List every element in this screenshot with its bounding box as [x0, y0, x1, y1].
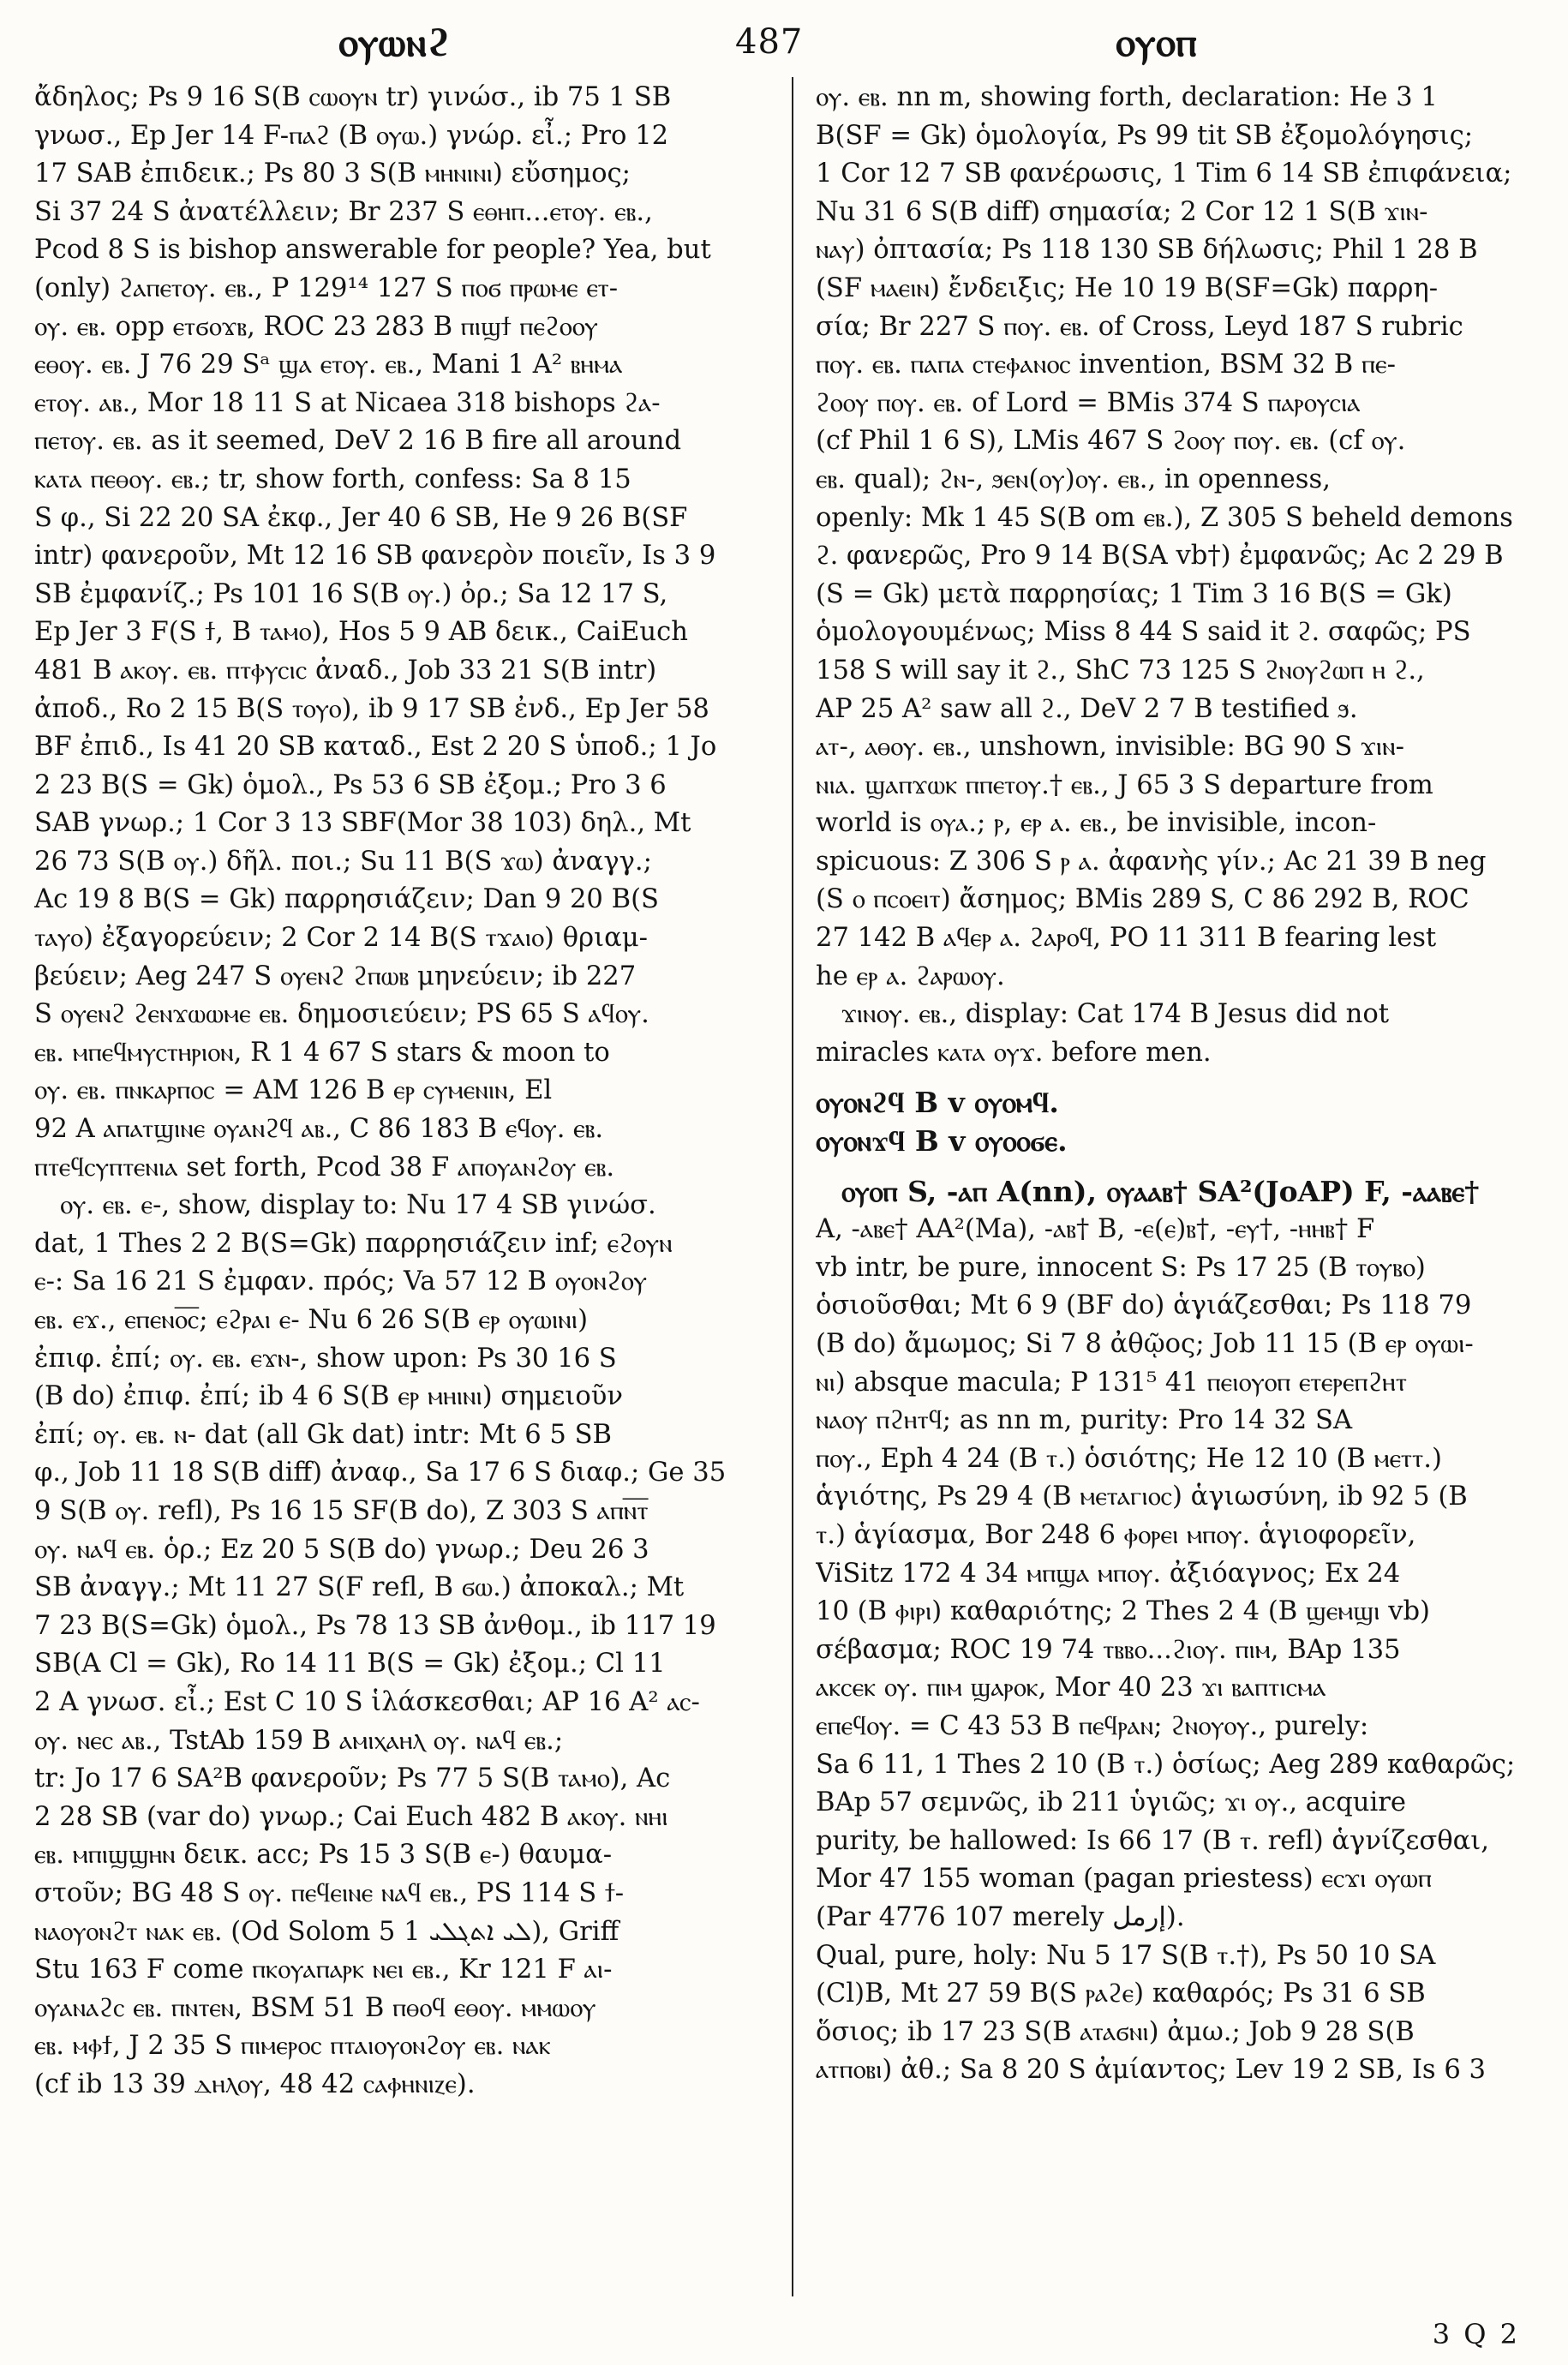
right-column-line: ⲛⲁⲟⲩ ⲡϩⲏⲧϥ; as nn m, purity: Pro 14 32 SA	[816, 1405, 1353, 1436]
right-column-line: ὁσιοῦσθαι; Mt 6 9 (BF do) ἁγιάζεσθαι; Ps 118 79	[816, 1290, 1472, 1321]
right-column-line: B(SF = Gk) ὁμολογία, Ps 99 tit SB ἐξομολόγησις;	[816, 120, 1474, 151]
right-column-line: spicuous: Z 306 S ⲣ ⲁ. ἀφανὴς γίν.; Ac 21 39 B neg	[816, 846, 1487, 877]
right-column-line: ⲟⲩ. ⲉⲃ. nn m, showing forth, declaration: He 3 1	[816, 82, 1438, 112]
column-divider	[792, 77, 793, 2296]
left-column-line: 9 S(B ⲟⲩ. refl), Ps 16 15 SF(B do), Z 303 S ⲁⲡⲛ̅ⲧ̅	[34, 1495, 649, 1526]
left-column-line: ⲉⲃ. ⲙⲡⲓϣϣⲏⲛ δεικ. acc; Ps 15 3 S(B ⲉ-) θαυμα-	[34, 1840, 613, 1871]
right-column-line: 158 S will say it ϩ., ShC 73 125 S ϩⲛⲟⲩϩⲱⲡ ⲏ ϩ.,	[816, 655, 1425, 686]
left-column-line: SB ἀναγγ.; Mt 11 27 S(F refl, B ϭⲱ.) ἀποκαλ.; Mt	[34, 1572, 685, 1603]
running-head-left: ⲟⲩⲱⲛϩ	[338, 19, 452, 65]
right-column-line: 27 142 B ⲁϥⲉⲣ ⲁ. ϩⲁⲣⲟϥ, PO 11 311 B fearing lest	[816, 923, 1437, 954]
right-column-line: vb intr, be pure, innocent S: Ps 17 25 (B ⲧⲟⲩⲃⲟ)	[816, 1252, 1426, 1283]
right-column-line: ἁγιότης, Ps 29 4 (B ⲙⲉⲧⲁⲅⲓⲟⲥ) ἁγιωσύνη, ib 92 5 (B	[816, 1482, 1468, 1512]
right-column-line: ⲛⲓ) absque macula; P 131⁵ 41 ⲡⲉⲓⲟⲩⲟⲡ ⲉⲧⲉⲣⲉⲡϩⲏⲧ	[816, 1367, 1407, 1398]
left-column-line: Ep Jer 3 F(S ϯ, B ⲧⲁⲙⲟ), Hos 5 9 AB δεικ., CaiEuch	[34, 617, 688, 648]
right-column-line: miracles ⲕⲁⲧⲁ ⲟⲩϫ. before men.	[816, 1037, 1212, 1068]
right-column-line: ⲡⲟⲩ., Eph 4 24 (B ⲧ.) ὁσιότης; He 12 10 (B ⲙⲉⲧⲧ.)	[816, 1443, 1442, 1474]
right-column-line: ⲛⲁⲩ) ὀπτασία; Ps 118 130 SB δήλωσις; Phil 1 28 B	[816, 235, 1478, 266]
left-column-line: ⲉ-: Sa 16 21 S ἐμφαν. πρός; Va 57 12 B ⲟⲩⲟⲛϩⲟⲩ	[34, 1266, 648, 1297]
right-column-line: A, -ⲁⲃⲉ† AA²(Ma), -ⲁⲃ† B, -ⲉ(ⲉ)ⲃ†, -ⲉⲩ†, -ⲏⲏⲃ† F	[816, 1214, 1375, 1245]
left-column-line: (cf ib 13 39 ⲇⲏⲗⲟⲩ, 48 42 ⲥⲁⲫⲏⲛⲓⲍⲉ).	[34, 2069, 476, 2099]
right-column-line: (B do) ἄμωμος; Si 7 8 ἀθῷος; Job 11 15 (B ⲉⲣ ⲟⲩⲱⲓ-	[816, 1329, 1474, 1359]
right-column-line: ⲁⲧⲡⲟⲃⲓ) ἀθ.; Sa 8 20 S ἀμίαντος; Lev 19 2 SB, Is 6 3	[816, 2055, 1487, 2086]
right-column-line: Qual, pure, holy: Nu 5 17 S(B ⲧ.†), Ps 50 10 SA	[816, 1940, 1436, 1971]
signature-mark: 3 Q 2	[1432, 2318, 1520, 2350]
left-column-line: ⲟⲩ. ⲉⲃ. opp ⲉⲧϭⲟϫⲃ, ROC 23 283 B ⲡⲓϣϯ ⲡⲉϩⲟⲟⲩ	[34, 311, 598, 342]
right-column-line: σία; Br 227 S ⲡⲟⲩ. ⲉⲃ. of Cross, Leyd 187 S rubric	[816, 311, 1463, 342]
left-column-line: ἐπί; ⲟⲩ. ⲉⲃ. ⲛ- dat (all Gk dat) intr: Mt 6 5 SB	[34, 1419, 613, 1450]
left-column-line: BF ἐπιδ., Is 41 20 SB καταδ., Est 2 20 S ὑποδ.; 1 Jo	[34, 732, 717, 763]
left-column-line: intr) φανεροῦν, Mt 12 16 SB φανερὸν ποιεῖν, Is 3 9	[34, 541, 716, 572]
left-column-line: ⲉⲃ. ⲙⲡⲉϥⲙⲩⲥⲧⲏⲣⲓⲟⲛ, R 1 4 67 S stars & moon to	[34, 1037, 610, 1068]
left-column-line: 26 73 S(B ⲟⲩ.) δῆλ. ποι.; Su 11 B(S ϫⲱ) ἀναγγ.;	[34, 846, 652, 877]
left-column-line: ⲟⲩ. ⲉⲃ. ⲉ-, show, display to: Nu 17 4 SB γινώσ.	[60, 1190, 656, 1221]
right-column-line: σέβασμα; ROC 19 74 ⲧⲃⲃⲟ...ϩⲓⲟⲩ. ⲡⲓⲙ, BAp 135	[816, 1634, 1401, 1665]
left-column-line: 2 28 SB (var do) γνωρ.; Cai Euch 482 B ⲁⲕⲟⲩ. ⲛⲏⲓ	[34, 1801, 668, 1832]
left-column-line: ⲛⲁⲟⲩⲟⲛϩⲧ ⲛⲁⲕ ⲉⲃ. (Od Solom 5 1 ܠܝ ܐܬܓܠܝ), Griff	[34, 1916, 619, 1947]
left-column-line: ⲟⲩ. ⲛⲁϥ ⲉⲃ. ὁρ.; Ez 20 5 S(B do) γνωρ.; Deu 26 3	[34, 1534, 649, 1565]
left-column-line: ⲟⲩ. ⲉⲃ. ⲡⲛⲕⲁⲣⲡⲟⲥ = AM 126 B ⲉⲣ ⲥⲩⲙⲉⲛⲓⲛ, El	[34, 1075, 553, 1106]
left-column-line: ⲉⲃ. ⲙⲫϯ, J 2 35 S ⲡⲓⲙⲉⲣⲟⲥ ⲡⲧⲁⲓⲟⲩⲟⲛϩⲟⲩ ⲉⲃ. ⲛⲁⲕ	[34, 2031, 551, 2062]
left-column-line: ⲡⲉⲧⲟⲩ. ⲉⲃ. as it seemed, DeV 2 16 B fire all around	[34, 426, 682, 457]
right-column-line: Nu 31 6 S(B diff) σημασία; 2 Cor 12 1 S(B ϫⲓⲛ-	[816, 196, 1428, 227]
left-column-line: γνωσ., Ep Jer 14 F-ⲡⲁϩ (B ⲟⲩⲱ.) γνώρ. εἶ.; Pro 12	[34, 120, 669, 151]
left-column-line: ἀποδ., Ro 2 15 B(S ⲧⲟⲩⲟ), ib 9 17 SB ἐνδ., Ep Jer 58	[34, 693, 709, 724]
left-column-line: φ., Job 11 18 S(B diff) ἀναφ., Sa 17 6 S διαφ.; Ge 35	[34, 1458, 727, 1488]
left-column-line: 2 23 B(S = Gk) ὁμολ., Ps 53 6 SB ἐξομ.; Pro 3 6	[34, 769, 667, 800]
right-column-line: ⲧ.) ἁγίασμα, Bor 248 6 ⲫⲟⲣⲉⲓ ⲙⲡⲟⲩ. ἁγιοφορεῖν,	[816, 1519, 1416, 1550]
right-column-line: ⲁⲕⲥⲉⲕ ⲟⲩ. ⲡⲓⲙ ϣⲁⲣⲟⲕ, Mor 40 23 ϫⲓ ⲃⲁⲡⲧⲓⲥⲙⲁ	[816, 1673, 1326, 1703]
left-column-line: ⲕⲁⲧⲁ ⲡⲉⲑⲟⲩ. ⲉⲃ.; tr, show forth, confess: Sa 8 15	[34, 464, 631, 494]
left-column-line: ⲉⲃ. ⲉϫ., ⲉⲡⲉⲛⲟ̅ⲥ̅; ⲉϩⲣⲁⲓ ⲉ- Nu 6 26 S(B ⲉⲣ ⲟⲩⲱⲓⲛⲓ)	[34, 1305, 589, 1335]
left-column-line: ⲧⲁⲩⲟ) ἐξαγορεύειν; 2 Cor 2 14 B(S ⲧϫⲁⲓⲟ) θριαμ-	[34, 923, 648, 954]
left-column-line: ⲉⲑⲟⲩ. ⲉⲃ. J 76 29 Sᵃ ϣⲁ ⲉⲧⲟⲩ. ⲉⲃ., Mani 1 A² ⲃⲏⲙⲁ	[34, 350, 623, 380]
left-column-line: dat, 1 Thes 2 2 B(S=Gk) παρρησιάζειν inf; ⲉϩⲟⲩⲛ	[34, 1228, 673, 1259]
left-column-line: 92 A ⲁⲡⲁⲧϣⲓⲛⲉ ⲟⲩⲁⲛϩϥ ⲁⲃ., C 86 183 B ⲉϥⲟⲩ. ⲉⲃ.	[34, 1114, 604, 1145]
right-column-line: world is ⲟⲩⲁ.; ⲣ, ⲉⲣ ⲁ. ⲉⲃ., be invisible, incon-	[816, 808, 1377, 839]
right-column-line: ὅσιος; ib 17 23 S(B ⲁⲧⲁϭⲛⲓ) ἀμω.; Job 9 28 S(B	[816, 2016, 1415, 2047]
left-column-line: SB ἐμφανίζ.; Ps 101 16 S(B ⲟⲩ.) ὀρ.; Sa 12 17 S,	[34, 578, 668, 609]
left-column-line: (only) ϩⲁⲡⲉⲧⲟⲩ. ⲉⲃ., P 129¹⁴ 127 S ⲡⲟϭ ⲡⲣⲱⲙⲉ ⲉⲧ-	[34, 272, 619, 303]
left-column-line: 17 SAB ἐπιδεικ.; Ps 80 3 S(B ⲙⲏⲛⲓⲛⲓ) εὔσημος;	[34, 159, 631, 189]
right-column-line: ϫⲓⲛⲟⲩ. ⲉⲃ., display: Cat 174 B Jesus did not	[841, 999, 1390, 1030]
left-column-line: στοῦν; BG 48 S ⲟⲩ. ⲡⲉϥⲉⲓⲛⲉ ⲛⲁϥ ⲉⲃ., PS 114 S ϯ-	[34, 1877, 625, 1908]
right-column-line: (Par 4776 107 merely إرمل).	[816, 1901, 1185, 1932]
left-column-line: ⲟⲩⲁⲛⲁϩⲥ ⲉⲃ. ⲡⲛⲧⲉⲛ, BSM 51 B ⲡⲑⲟϥ ⲉⲑⲟⲩ. ⲙⲙⲱⲟⲩ	[34, 1992, 596, 2023]
left-column-line: ⲟⲩ. ⲛⲉⲥ ⲁⲃ., TstAb 159 B ⲁⲙⲓⲭⲁⲏⲗ ⲟⲩ. ⲛⲁϥ ⲉⲃ.;	[34, 1725, 564, 1756]
right-column-line: ⲡⲟⲩ. ⲉⲃ. ⲡⲁⲡⲁ ⲥⲧⲉⲫⲁⲛⲟⲥ invention, BSM 32 B ⲡⲉ-	[816, 350, 1396, 380]
right-column-line: ὁμολογουμένως; Miss 8 44 S said it ϩ. σαφῶς; PS	[816, 617, 1471, 648]
right-column-line: (SF ⲙⲁⲉⲓⲛ) ἔνδειξις; He 10 19 B(SF=Gk) παρρη-	[816, 272, 1439, 303]
right-column-line: he ⲉⲣ ⲁ. ϩⲁⲣⲱⲟⲩ.	[816, 961, 1005, 991]
right-column-line: openly: Mk 1 45 S(B om ⲉⲃ.), Z 305 S beheld demons	[816, 502, 1513, 533]
right-column-line: ⲟⲩⲟⲛϫϥ B v ⲟⲩⲟⲟϭⲉ.	[816, 1124, 1068, 1159]
right-column-line: Sa 6 11, 1 Thes 2 10 (B ⲧ.) ὁσίως; Aeg 289 καθαρῶς;	[816, 1749, 1516, 1780]
right-column-line: purity, be hallowed: Is 66 17 (B ⲧ. refl) ἁγνίζεσθαι,	[816, 1825, 1490, 1856]
right-column-line: BAp 57 σεμνῶς, ib 211 ὑγιῶς; ϫⲓ ⲟⲩ., acquire	[816, 1787, 1406, 1818]
right-column-line: ⲁⲧ-, ⲁⲑⲟⲩ. ⲉⲃ., unshown, invisible: BG 90 S ϫⲓⲛ-	[816, 732, 1404, 763]
left-column-line: ⲡⲧⲉϥⲥⲩⲡⲧⲉⲛⲓⲁ set forth, Pcod 38 F ⲁⲡⲟⲩⲁⲛϩⲟⲩ ⲉⲃ.	[34, 1152, 615, 1182]
right-column-line: ⲟⲩⲟⲡ S, -ⲁⲡ A(nn), ⲟⲩⲁⲁⲃ† SA²(JoAP) F, -ⲁⲁⲃⲉ†	[841, 1174, 1480, 1208]
right-column	[816, 79, 1542, 2290]
left-column-line: (B do) ἐπιφ. ἐπί; ib 4 6 S(B ⲉⲣ ⲙⲏⲓⲛⲓ) σημειοῦν	[34, 1381, 623, 1412]
left-column-line: tr: Jo 17 6 SA²B φανεροῦν; Ps 77 5 S(B ⲧⲁⲙⲟ), Ac	[34, 1763, 671, 1794]
left-column-line: 2 A γνωσ. εἶ.; Est C 10 S ἱλάσκεσθαι; AP 16 A² ⲁⲥ-	[34, 1686, 700, 1717]
right-column-line: ϩⲟⲟⲩ ⲡⲟⲩ. ⲉⲃ. of Lord = BMis 374 S ⲡⲁⲣⲟⲩⲥⲓⲁ	[816, 387, 1361, 418]
right-column-line: AP 25 A² saw all ϩ., DeV 2 7 B testified ϧ.	[816, 693, 1358, 724]
right-column-line: (S ⲟ ⲡⲥⲟⲉⲓⲧ) ἄσημος; BMis 289 S, C 86 292 B, ROC	[816, 884, 1469, 915]
left-column-line: 7 23 B(S=Gk) ὁμολ., Ps 78 13 SB ἀνθομ., ib 117 19	[34, 1610, 716, 1641]
left-column-line: βεύειν; Aeg 247 S ⲟⲩⲉⲛϩ ϩⲡⲱⲃ μηνεύειν; ib 227	[34, 961, 637, 991]
running-head-right: ⲟⲩⲟⲡ	[1116, 19, 1198, 65]
page-number: 487	[735, 22, 804, 62]
right-column-line: ⲉⲃ. qual); ϩⲛ-, ϧⲉⲛ(ⲟⲩ)ⲟⲩ. ⲉⲃ., in openness,	[816, 464, 1331, 494]
right-column-line: 10 (B ⲫⲓⲣⲓ) καθαριότης; 2 Thes 2 4 (B ϣⲉⲙϣⲓ vb)	[816, 1596, 1430, 1627]
left-column-line: S ⲟⲩⲉⲛϩ ϩⲉⲛϫⲱⲱⲙⲉ ⲉⲃ. δημοσιεύειν; PS 65 S ⲁϥⲟⲩ.	[34, 999, 649, 1030]
left-column-line: Si 37 24 S ἀνατέλλειν; Br 237 S ⲉⲑⲏⲡ...ⲉⲧⲟⲩ. ⲉⲃ.,	[34, 196, 653, 227]
left-column-line: Pcod 8 S is bishop answerable for people? Yea, but	[34, 235, 711, 266]
left-column-line: SAB γνωρ.; 1 Cor 3 13 SBF(Mor 38 103) δηλ., Mt	[34, 808, 691, 839]
left-column-line: S φ., Si 22 20 SA ἐκφ., Jer 40 6 SB, He 9 26 B(SF	[34, 502, 688, 533]
left-column-line: SB(A Cl = Gk), Ro 14 11 B(S = Gk) ἐξομ.; Cl 11	[34, 1649, 666, 1679]
right-column-line: ϩ. φανερῶς, Pro 9 14 B(SA vb†) ἐμφανῶς; Ac 2 29 B	[816, 541, 1504, 572]
left-column-line: Stu 163 F come ⲡⲕⲟⲩⲁⲡⲁⲣⲕ ⲛⲉⲓ ⲉⲃ., Kr 121 F ⲁⲓ-	[34, 1955, 613, 1985]
right-column-line: ViSitz 172 4 34 ⲙⲡϣⲁ ⲙⲡⲟⲩ. ἀξιόαγνος; Ex 24	[816, 1558, 1401, 1589]
right-column-line: ⲉⲡⲉϥⲟⲩ. = C 43 53 B ⲡⲉϥⲣⲁⲛ; ϩⲛⲟⲩⲟⲩ., purely:	[816, 1710, 1369, 1741]
right-column-line: ⲛⲓⲁ. ϣⲁⲡϫⲱⲕ ⲡⲡⲉⲧⲟⲩ.† ⲉⲃ., J 65 3 S departure from	[816, 769, 1433, 800]
right-column-line: (Cl)B, Mt 27 59 B(S ⲣⲁϩⲉ) καθαρός; Ps 31 6 SB	[816, 1979, 1426, 2009]
right-column-line: Mor 47 155 woman (pagan priestess) ⲉⲥϫⲓ ⲟⲩⲱⲡ	[816, 1864, 1432, 1895]
left-column-line: ἄδηλος; Ps 9 16 S(B ⲥⲱⲟⲩⲛ tr) γινώσ., ib 75 1 SB	[34, 82, 672, 112]
right-column-line: 1 Cor 12 7 SB φανέρωσις, 1 Tim 6 14 SB ἐπιφάνεια;	[816, 159, 1512, 189]
left-column-line: ἐπιφ. ἐπί; ⲟⲩ. ⲉⲃ. ⲉϫⲛ-, show upon: Ps 30 16 S	[34, 1343, 617, 1374]
right-column-line: (S = Gk) μετὰ παρρησίας; 1 Tim 3 16 B(S = Gk)	[816, 578, 1452, 609]
right-column-line: (cf Phil 1 6 S), LMis 467 S ϩⲟⲟⲩ ⲡⲟⲩ. ⲉⲃ. (cf ⲟⲩ.	[816, 426, 1406, 457]
left-column	[34, 79, 773, 2290]
left-column-line: 481 B ⲁⲕⲟⲩ. ⲉⲃ. ⲡⲧⲫⲩⲥⲓⲥ ἀναδ., Job 33 21 S(B intr)	[34, 655, 657, 686]
right-column-line: ⲟⲩⲟⲛϩϥ B v ⲟⲩⲟⲙϥ.	[816, 1086, 1059, 1120]
left-column-line: Ac 19 8 B(S = Gk) παρρησιάζειν; Dan 9 20 B(S	[34, 884, 659, 915]
left-column-line: ⲉⲧⲟⲩ. ⲁⲃ., Mor 18 11 S at Nicaea 318 bishops ϩⲁ-	[34, 387, 661, 418]
